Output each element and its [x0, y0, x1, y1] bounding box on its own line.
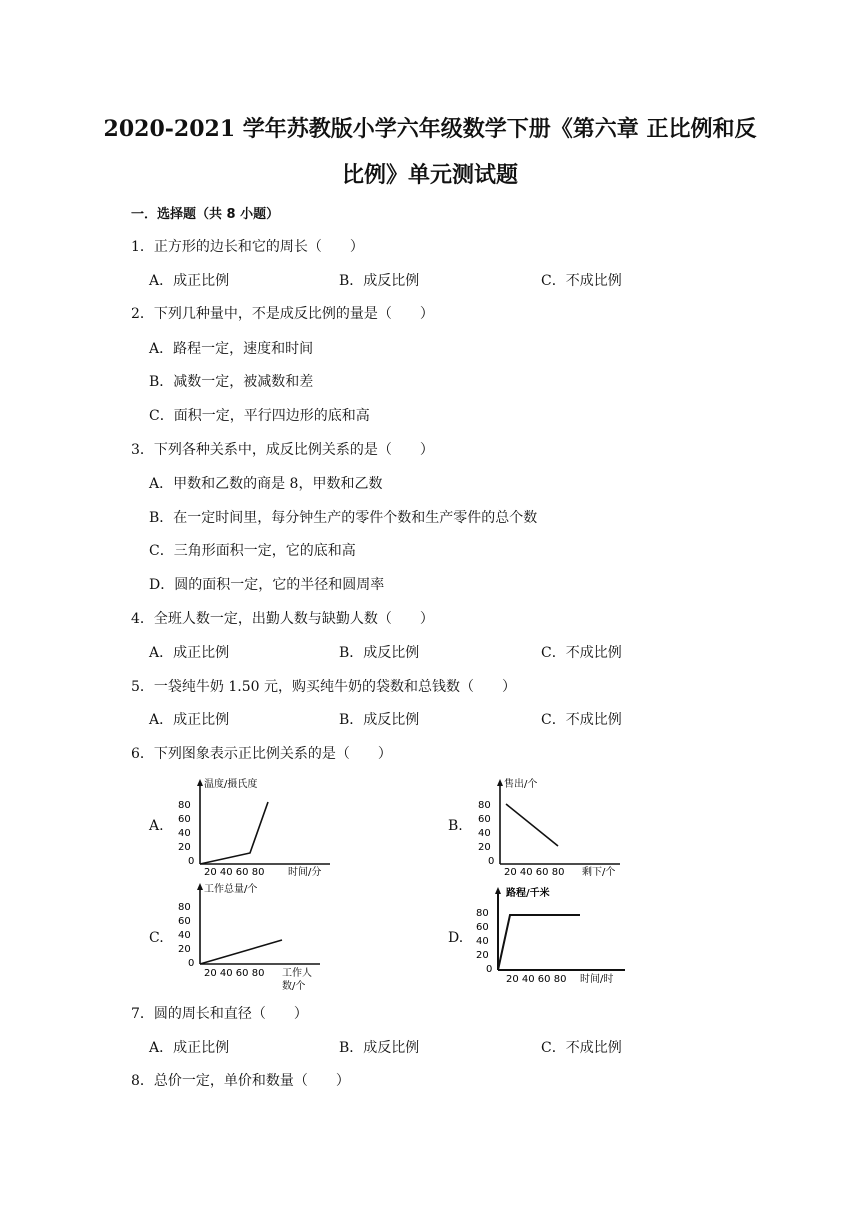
q2-option-a: A．路程一定，速度和时间 — [149, 341, 314, 357]
q5-option-a: A．成正比例 — [149, 712, 230, 728]
graph-d-ytick: 40 — [476, 936, 489, 947]
graph-d-ytick: 60 — [476, 922, 489, 933]
question-4: 4．全班人数一定，出勤人数与缺勤人数（ ） — [131, 611, 434, 627]
q2-option-b: B．减数一定，被减数和差 — [149, 374, 314, 390]
q3-option-c: C．三角形面积一定，它的底和高 — [149, 543, 356, 559]
graph-a-xticks: 20 40 60 80 — [204, 867, 265, 878]
q7-option-a: A．成正比例 — [149, 1040, 230, 1056]
q4-option-b: B．成反比例 — [339, 645, 420, 661]
graph-d — [470, 886, 640, 986]
graph-b-ytick: 80 — [478, 800, 491, 811]
graph-a-ytick: 20 — [178, 842, 191, 853]
q1-option-c: C．不成比例 — [541, 273, 622, 289]
graph-b-ytick: 60 — [478, 814, 491, 825]
graph-c-ytick: 0 — [188, 958, 195, 969]
graph-b-ytick: 0 — [488, 856, 495, 867]
graph-a-ytick: 60 — [178, 814, 191, 825]
question-2: 2．下列几种量中，不是成反比例的量是（ ） — [131, 306, 434, 322]
graph-b-xticks: 20 40 60 80 — [504, 867, 565, 878]
q5-option-c: C．不成比例 — [541, 712, 622, 728]
q6-option-a-label: A. — [149, 818, 164, 834]
graph-d-ytick: 20 — [476, 950, 489, 961]
graph-d-xticks: 20 40 60 80 — [506, 974, 567, 985]
graph-c-xlabel: 工作人 — [282, 968, 312, 979]
q1-option-a: A．成正比例 — [149, 273, 230, 289]
graph-b-ytick: 40 — [478, 828, 491, 839]
graph-a — [170, 776, 340, 876]
question-1: 1．正方形的边长和它的周长（ ） — [131, 239, 364, 255]
question-5: 5．一袋纯牛奶 1.50 元，购买纯牛奶的袋数和总钱数（ ） — [131, 679, 516, 695]
q7-option-b: B．成反比例 — [339, 1040, 420, 1056]
q4-option-c: C．不成比例 — [541, 645, 622, 661]
q7-option-c: C．不成比例 — [541, 1040, 622, 1056]
graph-d-ytick: 80 — [476, 908, 489, 919]
q6-option-b-label: B. — [448, 818, 463, 834]
question-3: 3．下列各种关系中，成反比例关系的是（ ） — [131, 442, 434, 458]
graph-c-ytick: 80 — [178, 902, 191, 913]
doc-title-line1: 2020-2021 学年苏教版小学六年级数学下册《第六章 正比例和反 — [103, 116, 757, 142]
graph-b-ylabel: 售出/个 — [504, 779, 538, 790]
q4-option-a: A．成正比例 — [149, 645, 230, 661]
graph-a-ytick: 40 — [178, 828, 191, 839]
graph-a-line — [200, 802, 268, 864]
q1-option-b: B．成反比例 — [339, 273, 420, 289]
graph-c-xlabel-cont: 数/个 — [282, 981, 306, 992]
q2-option-c: C．面积一定，平行四边形的底和高 — [149, 408, 370, 424]
question-8: 8．总价一定，单价和数量（ ） — [131, 1073, 350, 1089]
graph-c — [170, 882, 340, 992]
graph-d-ytick: 0 — [486, 964, 493, 975]
graph-a-ytick: 80 — [178, 800, 191, 811]
graph-c-ylabel: 工作总量/个 — [204, 884, 258, 895]
graph-c-ytick: 20 — [178, 944, 191, 955]
graph-c-line — [200, 940, 282, 964]
q3-option-b: B．在一定时间里，每分钟生产的零件个数和生产零件的总个数 — [149, 510, 538, 526]
doc-title-line2: 比例》单元测试题 — [341, 162, 518, 188]
graph-c-ytick: 60 — [178, 916, 191, 927]
graph-a-xlabel: 时间/分 — [288, 867, 322, 878]
graph-d-xlabel: 时间/时 — [580, 974, 614, 985]
q6-option-c-label: C. — [149, 930, 164, 946]
graph-d-line — [498, 915, 580, 970]
q5-option-b: B．成反比例 — [339, 712, 420, 728]
graph-c-ytick: 40 — [178, 930, 191, 941]
graph-d-ylabel: 路程/千米 — [506, 888, 550, 899]
question-6: 6．下列图象表示正比例关系的是（ ） — [131, 746, 392, 762]
graph-b — [470, 776, 640, 876]
graph-c-xticks: 20 40 60 80 — [204, 968, 265, 979]
q3-option-a: A．甲数和乙数的商是 8，甲数和乙数 — [149, 476, 383, 492]
graph-b-line — [506, 804, 558, 846]
section-heading: 一．选择题（共 8 小题） — [131, 207, 280, 222]
question-7: 7．圆的周长和直径（ ） — [131, 1006, 308, 1022]
q3-option-d: D．圆的面积一定，它的半径和圆周率 — [149, 577, 385, 593]
graph-a-ytick: 0 — [188, 856, 195, 867]
graph-b-ytick: 20 — [478, 842, 491, 853]
q6-option-d-label: D. — [448, 930, 464, 946]
graph-a-ylabel: 温度/摄氏度 — [204, 779, 258, 790]
graph-b-xlabel: 剩下/个 — [582, 867, 616, 878]
